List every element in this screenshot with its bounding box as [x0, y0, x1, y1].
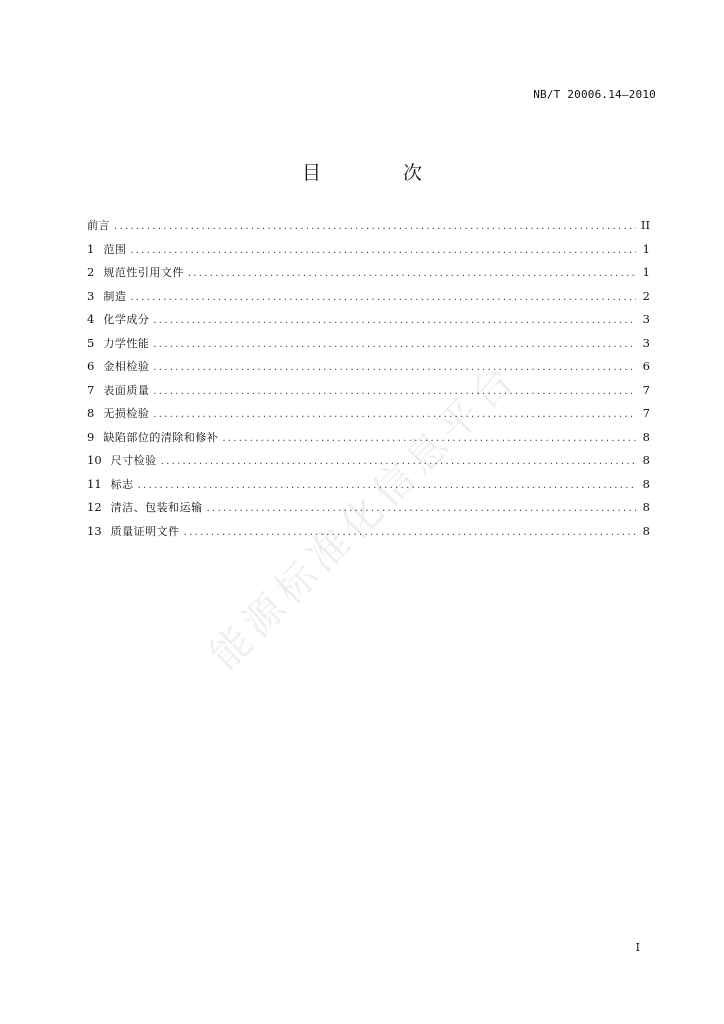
toc-entry-label: 无损检验	[103, 407, 150, 420]
toc-entry-3[interactable]	[87, 288, 650, 312]
toc-entry-13[interactable]	[87, 523, 650, 547]
watermark: 能源标准化信息平台	[201, 353, 527, 679]
toc-entry-number: 1	[87, 241, 95, 256]
table-of-contents	[87, 217, 650, 546]
toc-entry-8[interactable]	[87, 405, 650, 429]
toc-entry-6[interactable]	[87, 358, 650, 382]
toc-entry-page: 8	[642, 523, 650, 538]
toc-leader-dots	[130, 292, 636, 303]
toc-entry-page: 1	[642, 241, 650, 256]
toc-entry-page: 3	[642, 335, 650, 350]
toc-leader-dots	[207, 503, 636, 514]
toc-leader-dots	[138, 480, 636, 491]
toc-entry-label: 规范性引用文件	[103, 266, 184, 279]
toc-entry-number: 10	[87, 453, 102, 467]
toc-entry-page: 1	[642, 265, 650, 279]
toc-entry-number: 8	[87, 406, 95, 420]
toc-entry-number: 12	[87, 500, 102, 514]
toc-entry-page: 3	[642, 312, 650, 326]
toc-entry-7[interactable]	[87, 382, 650, 406]
toc-entry-page: 7	[642, 406, 650, 420]
toc-entry-number: 7	[87, 382, 95, 397]
toc-leader-dots	[153, 315, 636, 326]
toc-leader-dots	[161, 456, 636, 467]
toc-entry-number: 13	[87, 523, 102, 538]
toc-entry-number: 6	[87, 359, 95, 373]
toc-entry-number: 5	[87, 335, 95, 350]
toc-entry-1[interactable]	[87, 241, 650, 265]
toc-entry-page: II	[640, 218, 650, 232]
toc-entry-label: 标志	[110, 477, 134, 491]
toc-entry-label: 尺寸检验	[110, 454, 157, 467]
toc-entry-label: 清洁、包装和运输	[110, 501, 203, 514]
toc-entry-label: 力学性能	[103, 336, 150, 350]
toc-entry-4[interactable]	[87, 311, 650, 335]
toc-entry-number: 4	[87, 312, 95, 326]
page-title: 目 次	[301, 162, 461, 184]
toc-entry-label: 金相检验	[103, 360, 150, 373]
toc-entry-label: 范围	[103, 242, 127, 256]
toc-leader-dots	[188, 268, 636, 279]
toc-entry-page: 8	[642, 476, 650, 491]
toc-leader-dots	[222, 433, 636, 444]
toc-entry-9[interactable]	[87, 429, 650, 453]
toc-entry-label: 化学成分	[103, 313, 150, 326]
page-number: I	[635, 941, 640, 954]
toc-leader-dots	[114, 221, 636, 232]
toc-entry-page: 8	[642, 500, 650, 514]
toc-entry-label: 制造	[103, 289, 127, 303]
toc-entry-label: 质量证明文件	[110, 524, 180, 538]
toc-entry-2[interactable]	[87, 264, 650, 288]
toc-entry-page: 6	[642, 359, 650, 373]
toc-entry-page: 2	[642, 288, 650, 303]
toc-entry-page: 8	[642, 453, 650, 467]
toc-entry-number: 9	[87, 429, 95, 444]
toc-entry-11[interactable]	[87, 476, 650, 500]
toc-entry-page: 8	[642, 429, 650, 444]
toc-entry-5[interactable]	[87, 335, 650, 359]
toc-entry-page: 7	[642, 382, 650, 397]
toc-entry-label: 前言	[87, 219, 110, 232]
toc-entry-number: 3	[87, 288, 95, 303]
toc-entry-12[interactable]	[87, 499, 650, 523]
toc-entry-number: 11	[87, 476, 102, 491]
toc-leader-dots	[153, 362, 636, 373]
standard-code: NB/T 20006.14—2010	[533, 88, 656, 101]
toc-leader-dots	[153, 386, 636, 397]
toc-entry-number: 2	[87, 265, 95, 279]
toc-entry-label: 表面质量	[103, 383, 150, 397]
toc-entry-label: 缺陷部位的清除和修补	[103, 430, 219, 444]
toc-entry-foreword[interactable]	[87, 217, 650, 241]
toc-leader-dots	[184, 527, 636, 538]
toc-leader-dots	[153, 409, 636, 420]
toc-leader-dots	[130, 245, 636, 256]
toc-leader-dots	[153, 339, 636, 350]
toc-entry-10[interactable]	[87, 452, 650, 476]
